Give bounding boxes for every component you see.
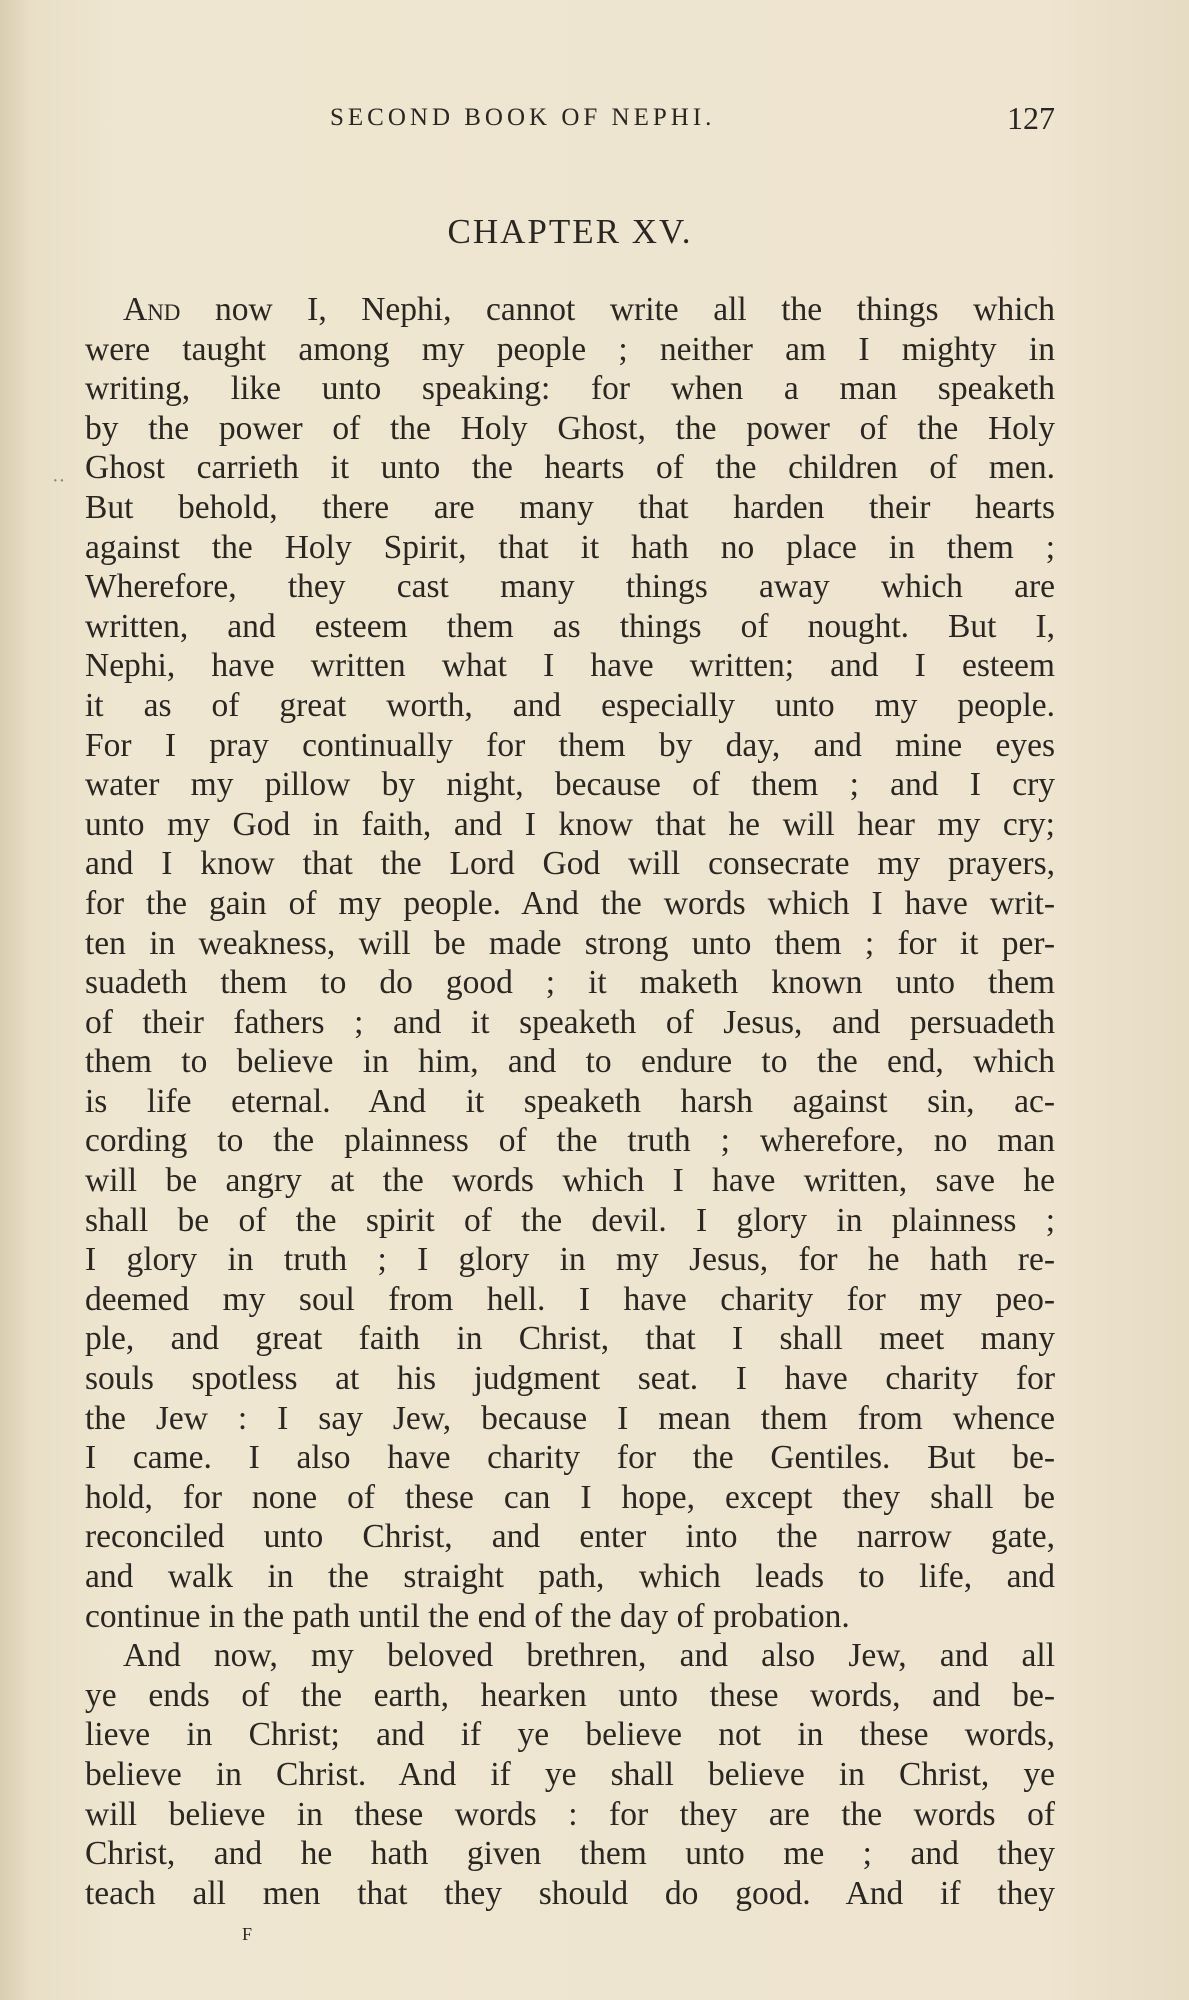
- chapter-title: CHAPTER XV.: [447, 212, 693, 251]
- running-title: SECOND BOOK OF NEPHI.: [330, 104, 716, 131]
- text-line: will be angry at the words which I have written, save he: [85, 1162, 1055, 1200]
- text-line: deemed my soul from hell. I have charity for my peo-: [85, 1280, 1055, 1318]
- text-line: souls spotless at his judgment seat. I have charity for: [85, 1360, 1055, 1398]
- text-line-content: now I, Nephi, cannot write all the things which: [180, 291, 1055, 328]
- text-line: And now, my beloved brethren, and also Jew, and all: [123, 1637, 1055, 1675]
- text-line: them to believe in him, and to endure to the end, which: [85, 1043, 1055, 1081]
- text-line: Wherefore, they cast many things away which are: [85, 568, 1055, 606]
- text-line: believe in Christ. And if ye shall believe in Christ, ye: [85, 1755, 1055, 1793]
- text-line: water my pillow by night, because of them ; and I cry: [85, 766, 1055, 804]
- text-line: shall be of the spirit of the devil. I glory in plainness ;: [85, 1201, 1055, 1239]
- paragraph-lead-word: And: [123, 291, 181, 328]
- text-line: suadeth them to do good ; it maketh known unto them: [85, 964, 1055, 1002]
- text-line: For I pray continually for them by day, and mine eyes: [85, 726, 1055, 764]
- text-line: ye ends of the earth, hearken unto these words, and be-: [85, 1676, 1055, 1714]
- text-line: Ghost carrieth it unto the hearts of the children of men.: [85, 449, 1055, 487]
- text-line: lieve in Christ; and if ye believe not in these words,: [85, 1716, 1055, 1754]
- text-line: the Jew : I say Jew, because I mean them from whence: [85, 1399, 1055, 1437]
- page-number: 127: [1007, 100, 1055, 136]
- text-line: and walk in the straight path, which leads to life, and: [85, 1558, 1055, 1595]
- text-line: and I know that the Lord God will consecrate my prayers,: [85, 845, 1055, 883]
- text-line: by the power of the Holy Ghost, the power of the Holy: [85, 409, 1055, 447]
- text-line: continue in the path until the end of the day of probation.: [85, 1597, 850, 1635]
- margin-dash: ··: [52, 470, 66, 492]
- text-line: unto my God in faith, and I know that he will hear my cry;: [85, 805, 1055, 843]
- text-line: I glory in truth ; I glory in my Jesus, for he hath re-: [85, 1241, 1055, 1279]
- text-line: teach all men that they should do good. And if they: [85, 1874, 1055, 1912]
- text-line: it as of great worth, and especially unto my people.: [85, 686, 1055, 724]
- paragraph-1: [85, 290, 1055, 1636]
- text-line: But behold, there are many that harden their hearts: [85, 488, 1055, 526]
- text-line: Christ, and he hath given them unto me ; and they: [85, 1835, 1055, 1873]
- text-line: Nephi, have written what I have written; and I esteem: [85, 647, 1055, 685]
- body-text: [85, 290, 1055, 1913]
- text-line: written, and esteem them as things of nought. But I,: [85, 607, 1055, 645]
- text-line: hold, for none of these can I hope, except they shall be: [85, 1478, 1055, 1516]
- running-head: [85, 100, 1055, 140]
- text-line: is life eternal. And it speaketh harsh against sin, ac-: [85, 1082, 1055, 1120]
- text-line: against the Holy Spirit, that it hath no place in them ;: [85, 528, 1055, 566]
- text-line: [85, 290, 1055, 330]
- text-line: for the gain of my people. And the words which I have writ-: [85, 884, 1055, 922]
- text-line: reconciled unto Christ, and enter into the narrow gate,: [85, 1518, 1055, 1556]
- paragraph-2: [85, 1636, 1055, 1913]
- text-line: will believe in these words : for they are the words of: [85, 1795, 1055, 1833]
- text-line: ple, and great faith in Christ, that I shall meet many: [85, 1320, 1055, 1358]
- text-line: I came. I also have charity for the Gentiles. But be-: [85, 1439, 1055, 1477]
- text-line: ten in weakness, will be made strong unto them ; for it per-: [85, 924, 1055, 962]
- signature-mark: F: [242, 1924, 255, 1944]
- text-line: writing, like unto speaking: for when a man speaketh: [85, 370, 1055, 408]
- text-line: were taught among my people ; neither am I mighty in: [85, 330, 1055, 368]
- text-line: cording to the plainness of the truth ; wherefore, no man: [85, 1122, 1055, 1160]
- text-line: of their fathers ; and it speaketh of Jesus, and persuadeth: [85, 1003, 1055, 1041]
